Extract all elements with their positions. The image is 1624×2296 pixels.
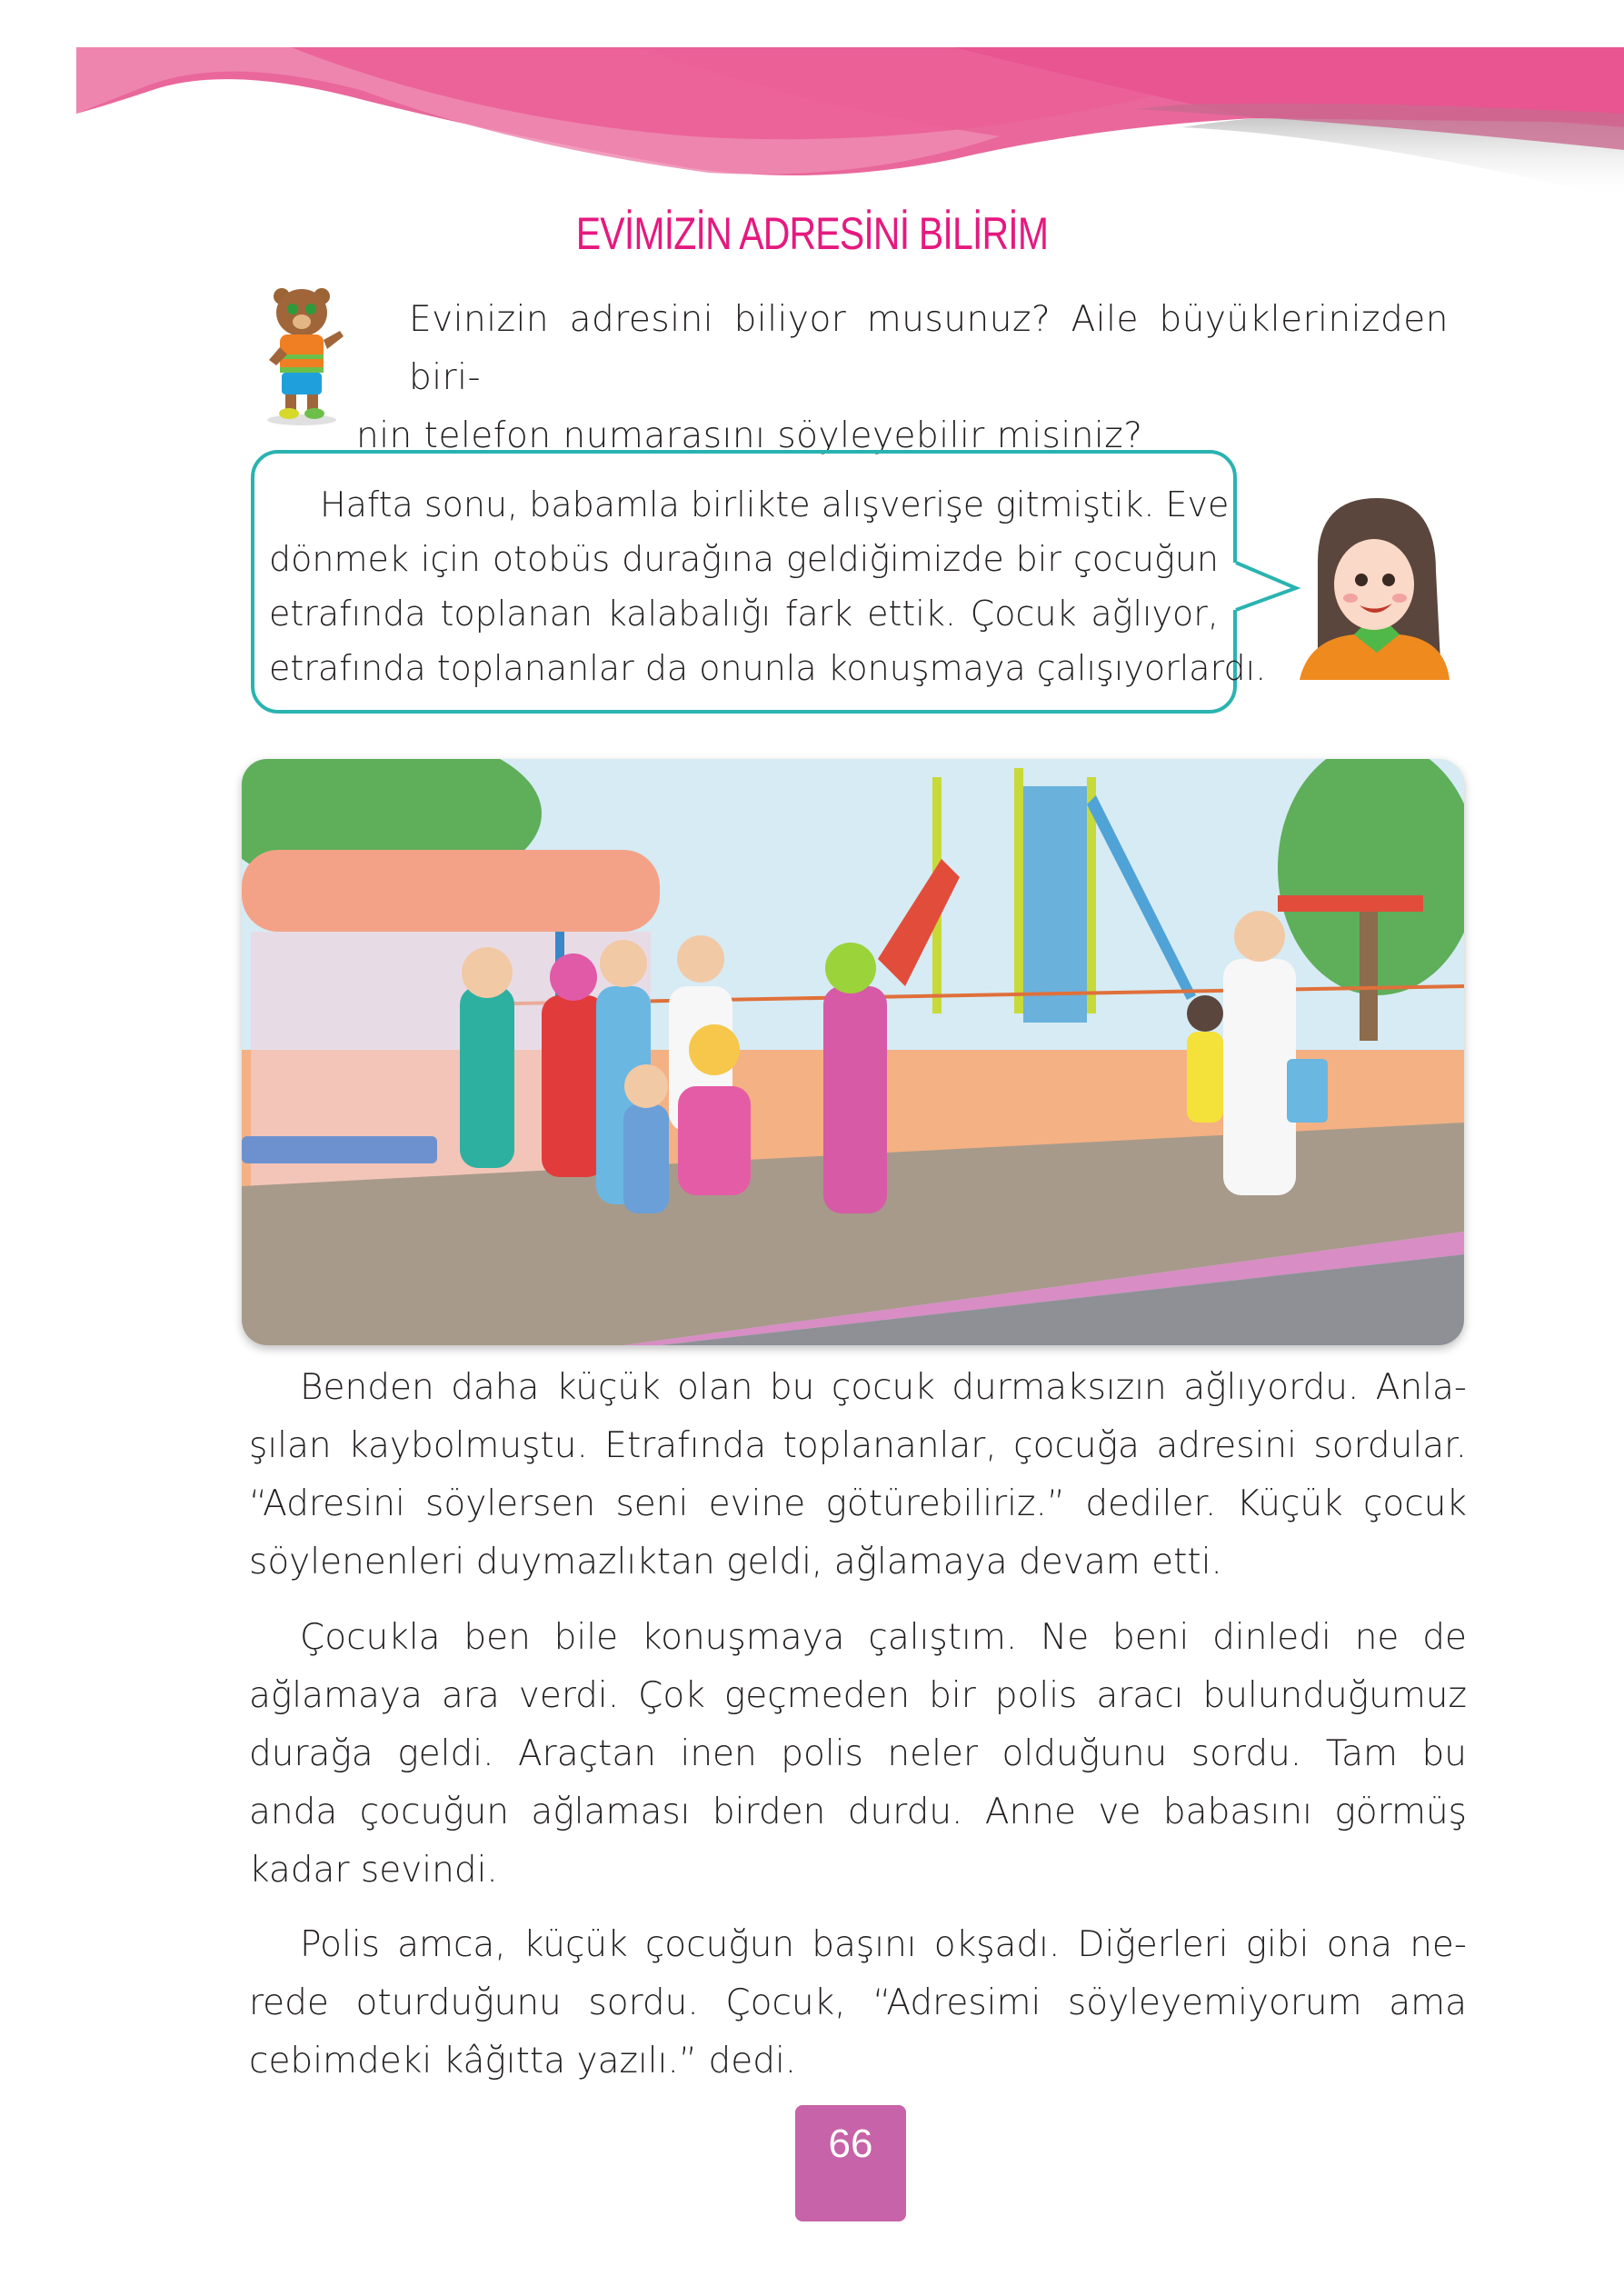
bubble-line: Hafta sonu, babamla birlikte alışverişe gitmiştik. Eve [320, 484, 1230, 524]
story-line: cebimdeki kâğıtta yazılı.” dedi. [249, 2041, 797, 2081]
intro-line: Evinizin adresini biliyor musunuz? Aile büyüklerinizden biri- [409, 299, 1449, 398]
speech-bubble-text [269, 477, 1267, 695]
story-line: rede oturduğunu sordu. Çocuk, “Adresimi söyleyemiyorum ama [249, 1982, 1467, 2023]
story-line: ağlamaya ara verdi. Çok geçmeden bir polis aracı bulunduğumuz [249, 1675, 1467, 1716]
speech-bubble [251, 450, 1267, 714]
bubble-line: dönmek için otobüs durağına geldiğimizde bir çocuğun [269, 539, 1219, 579]
story-line: durağa geldi. Araçtan inen polis neler olduğunu sordu. Tam bu [249, 1733, 1467, 1774]
girl-narrator-icon [1290, 489, 1454, 680]
intro-line: nin telefon numarasını söyleyebilir misiniz? [356, 415, 1143, 456]
bubble-line: etrafında toplanan kalabalığı fark ettik. Çocuk ağlıyor, [269, 594, 1219, 634]
story-line: şılan kaybolmuştu. Etrafında toplananlar, çocuğa adresini sordular. [249, 1425, 1467, 1466]
story-paragraph [249, 1609, 1467, 1900]
story-paragraph [249, 1916, 1467, 2091]
bus-stop-scene-image [242, 759, 1464, 1345]
page-title: EVİMİZİN ADRESİNİ BİLİRİM [575, 208, 1049, 259]
story-line: söylenenleri duymazlıktan geldi, ağlamaya devam etti. [249, 1542, 1222, 1582]
bubble-line: etrafında toplananlar da onunla konuşmaya çalışıyorlardı. [269, 648, 1267, 688]
bus-stop-illustration [242, 759, 1464, 1345]
bear-mascot-icon [256, 284, 347, 427]
story-line: Polis amca, küçük çocuğun başını okşadı. Diğerleri gibi ona ne- [300, 1924, 1467, 1965]
story-paragraph [249, 1359, 1467, 1592]
story-line: Çocukla ben bile konuşmaya çalıştım. Ne beni dinledi ne de [300, 1617, 1467, 1658]
story-line: Benden daha küçük olan bu çocuk durmaksızın ağlıyordu. Anla- [300, 1367, 1467, 1408]
story-line: “Adresini söylersen seni evine götürebiliriz.” dediler. Küçük çocuk [249, 1483, 1467, 1524]
story-line: kadar sevindi. [249, 1850, 498, 1891]
story-line: anda çocuğun ağlaması birden durdu. Anne ve babasını görmüş [249, 1792, 1467, 1832]
intro-question [358, 291, 1449, 465]
page-number-badge: 66 [795, 2105, 906, 2221]
pink-wave-banner [0, 0, 1624, 218]
